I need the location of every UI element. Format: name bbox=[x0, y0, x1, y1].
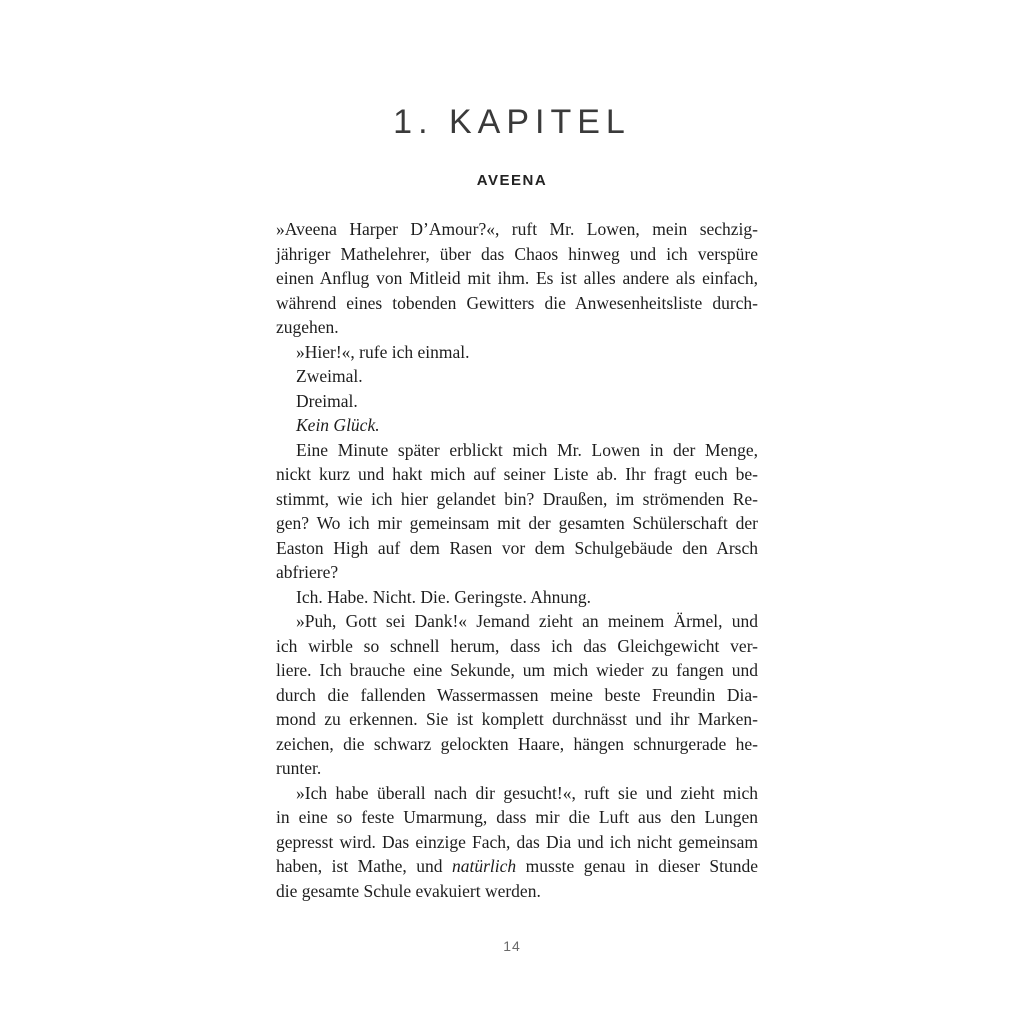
pov-heading: AVEENA bbox=[476, 172, 548, 189]
chapter-title: 1. KAPITEL bbox=[393, 103, 631, 141]
text-line: zeichen, die schwarz gelockten Haare, hängen schnurgerade he- bbox=[276, 733, 758, 754]
text-line: Kein Glück. bbox=[296, 415, 380, 435]
text-line: Zweimal. bbox=[296, 366, 363, 386]
text-line: durch die fallenden Wassermassen meine beste Freundin Dia- bbox=[276, 684, 758, 705]
text-line: »Hier!«, rufe ich einmal. bbox=[296, 341, 470, 362]
text-line: liere. Ich brauche eine Sekunde, um mich wieder zu fangen und bbox=[276, 660, 758, 680]
text-line: Eine Minute später erblickt mich Mr. Lowen in der Menge, bbox=[296, 439, 758, 460]
page-number: 14 bbox=[503, 938, 521, 954]
text-line: ich wirble so schnell herum, dass ich das Gleichgewicht ver- bbox=[276, 635, 758, 656]
text-line: runter. bbox=[276, 758, 322, 778]
text-line: einen Anflug von Mitleid mit ihm. Es ist alles andere als einfach, bbox=[276, 268, 758, 288]
text-line: abfriere? bbox=[276, 562, 339, 582]
text-line: mond zu erkennen. Sie ist komplett durchnässt und ihr Marken- bbox=[276, 709, 758, 729]
text-line: »Puh, Gott sei Dank!« Jemand zieht an meinem Ärmel, und bbox=[296, 611, 758, 631]
text-line: gepresst wird. Das einzige Fach, das Dia und ich nicht gemeinsam bbox=[276, 831, 758, 852]
text-line: die gesamte Schule evakuiert werden. bbox=[276, 880, 541, 901]
text-line: gen? Wo ich mir gemeinsam mit der gesamten Schülerschaft der bbox=[276, 513, 758, 533]
text-line: während eines tobenden Gewitters die Anwesenheitsliste durch- bbox=[276, 292, 758, 313]
text-line: Ich. Habe. Nicht. Die. Geringste. Ahnung. bbox=[296, 586, 591, 607]
text-line: »Aveena Harper D’Amour?«, ruft Mr. Lowen, mein sechzig- bbox=[276, 219, 758, 239]
text-line: Dreimal. bbox=[296, 390, 358, 411]
text-line: »Ich habe überall nach dir gesucht!«, ruft sie und zieht mich bbox=[296, 782, 758, 803]
text-line: zugehen. bbox=[276, 317, 339, 337]
body-text bbox=[276, 217, 758, 903]
text-line: haben, ist Mathe, und natürlich musste genau in dieser Stunde bbox=[276, 856, 759, 876]
text-line: in eine so feste Umarmung, dass mir die Luft aus den Lungen bbox=[276, 807, 758, 827]
text-line: Easton High auf dem Rasen vor dem Schulgebäude den Arsch bbox=[276, 537, 758, 558]
text-line: stimmt, wie ich hier gelandet bin? Draußen, im strömenden Re- bbox=[276, 488, 758, 509]
text-line: nickt kurz und hakt mich auf seiner Liste ab. Ihr fragt euch be- bbox=[276, 464, 758, 484]
text-line: jähriger Mathelehrer, über das Chaos hinweg und ich verspüre bbox=[276, 243, 758, 264]
